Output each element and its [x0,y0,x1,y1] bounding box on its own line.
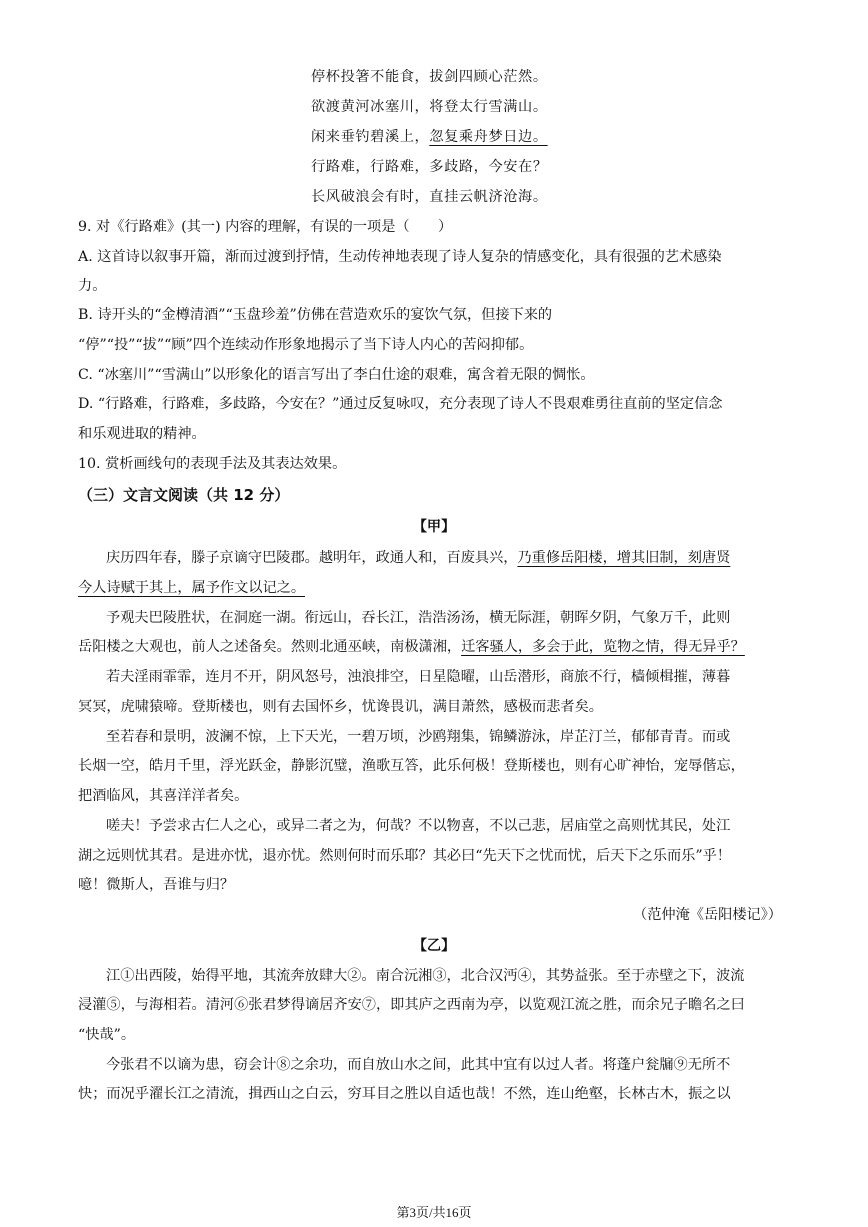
section-heading: （三）文言文阅读（共 12 分） [78,486,290,504]
jia-text: 岳阳楼之大观也，前人之述备矣。然则北通巫峡，南极潇湘， [78,639,462,655]
page-footer: 第3页/共16页 [396,1205,472,1220]
option-c: C. “冰塞川”“雪满山”以形象化的语言写出了李白仕途的艰难，寓含着无限的惆怅。 [78,367,595,383]
yi-line: 快；而况乎濯长江之清流，揖西山之白云，穷耳目之胜以自适也哉！不然，连山绝壑，长林古木，振之以 [78,1086,731,1102]
jia-line [78,637,745,657]
poem-line: 长风破浪会有时，直挂云帆济沧海。 [311,189,548,205]
jia-line [106,548,730,568]
jia-line: 长烟一空，皓月千里，浮光跃金，静影沉璧，渔歌互答，此乐何极！登斯楼也，则有心旷神怡，宠辱偕忘， [78,758,745,774]
passage-yi-heading: 【乙】 [412,938,456,954]
passage-jia-heading: 【甲】 [412,519,456,535]
jia-line: 予观夫巴陵胜状，在洞庭一湖。衔远山，吞长江，浩浩汤汤，横无际涯，朝晖夕阴，气象万千，此则 [106,610,731,626]
jia-line: 若夫淫雨霏霏，连月不开，阴风怒号，浊浪排空，日星隐曜，山岳潜形，商旅不行，樯倾楫摧，薄暮 [106,669,731,685]
underlined-text: 乃重修岳阳楼，增其旧制，刻唐贤 [517,550,731,566]
option-d: D. “行路难，行路难，多歧路，今安在？”通过反复咏叹，充分表现了诗人不畏艰难勇往直前的坚定信念 [78,396,723,412]
yi-line: 浸灌⑤，与海相若。清河⑥张君梦得谪居齐安⑦，即其庐之西南为亭，以览观江流之胜，而余兄子瞻名之曰 [78,997,745,1013]
poem-line: 行路难，行路难，多歧路，今安在？ [311,159,548,175]
jia-line: 冥冥，虎啸猿啼。登斯楼也，则有去国怀乡，忧谗畏讥，满目萧然，感极而悲者矣。 [78,699,603,715]
source-citation: （范仲淹《岳阳楼记》） [633,907,782,923]
option-b-cont: “停”“投”“拔”“顾”四个连续动作形象地揭示了当下诗人内心的苦闷抑郁。 [78,337,534,353]
underlined-text: 今人诗赋于其上，属予作文以记之。 [78,580,306,596]
poem-line [311,127,548,147]
jia-line [78,578,305,598]
poem-line-part: 闲来垂钓碧溪上， [311,129,430,145]
jia-line: 噫！微斯人，吾谁与归？ [78,877,235,893]
underlined-text: 迁客骚人，多会于此，览物之情，得无异乎？ [461,639,745,655]
question-9-stem: 9. 对《行路难》(其一) 内容的理解，有误的一项是（ ） [78,219,453,235]
option-a: A. 这首诗以叙事开篇，渐而过渡到抒情，生动传神地表现了诗人复杂的情感变化，具有很强的艺术感染 [78,249,722,265]
yi-line: 江①出西陵，始得平地，其流奔放肆大②。南合沅湘③，北合汉沔④，其势益张。至于赤壁之下，波流 [106,968,745,984]
yi-line: “快哉”。 [78,1027,136,1043]
yi-line: 今张君不以谪为患，窃会计⑧之余功，而自放山水之间，此其中宜有以过人者。将蓬户瓮牖⑨无所不 [106,1057,731,1073]
poem-line: 欲渡黄河冰塞川，将登太行雪满山。 [311,99,548,115]
jia-line: 至若春和景明，波澜不惊，上下天光，一碧万顷，沙鸥翔集，锦鳞游泳，岸芷汀兰，郁郁青青。而或 [106,729,731,745]
option-d-cont: 和乐观进取的精神。 [78,426,206,442]
option-a-cont: 力。 [78,278,107,294]
poem-line: 停杯投箸不能食，拔剑四顾心茫然。 [311,69,548,85]
jia-line: 把酒临风，其喜洋洋者矣。 [78,788,249,804]
option-b: B. 诗开头的“金樽清酒”“玉盘珍羞”仿佛在营造欢乐的宴饮气氛，但接下来的 [78,307,553,323]
jia-line: 嗟夫！予尝求古仁人之心，或异二者之为，何哉？不以物喜，不以己悲，居庙堂之高则忧其民，处江 [106,818,731,834]
jia-text: 庆历四年春，滕子京谪守巴陵郡。越明年，政通人和，百废具兴， [106,550,518,566]
underlined-poem-line: 忽复乘舟梦日边。 [429,129,548,145]
jia-line: 湖之远则忧其君。是进亦忧，退亦忧。然则何时而乐耶？其必曰“先天下之忧而忧，后天下之乐而乐”乎！ [78,848,731,864]
question-10: 10. 赏析画线句的表现手法及其表达效果。 [78,456,347,472]
